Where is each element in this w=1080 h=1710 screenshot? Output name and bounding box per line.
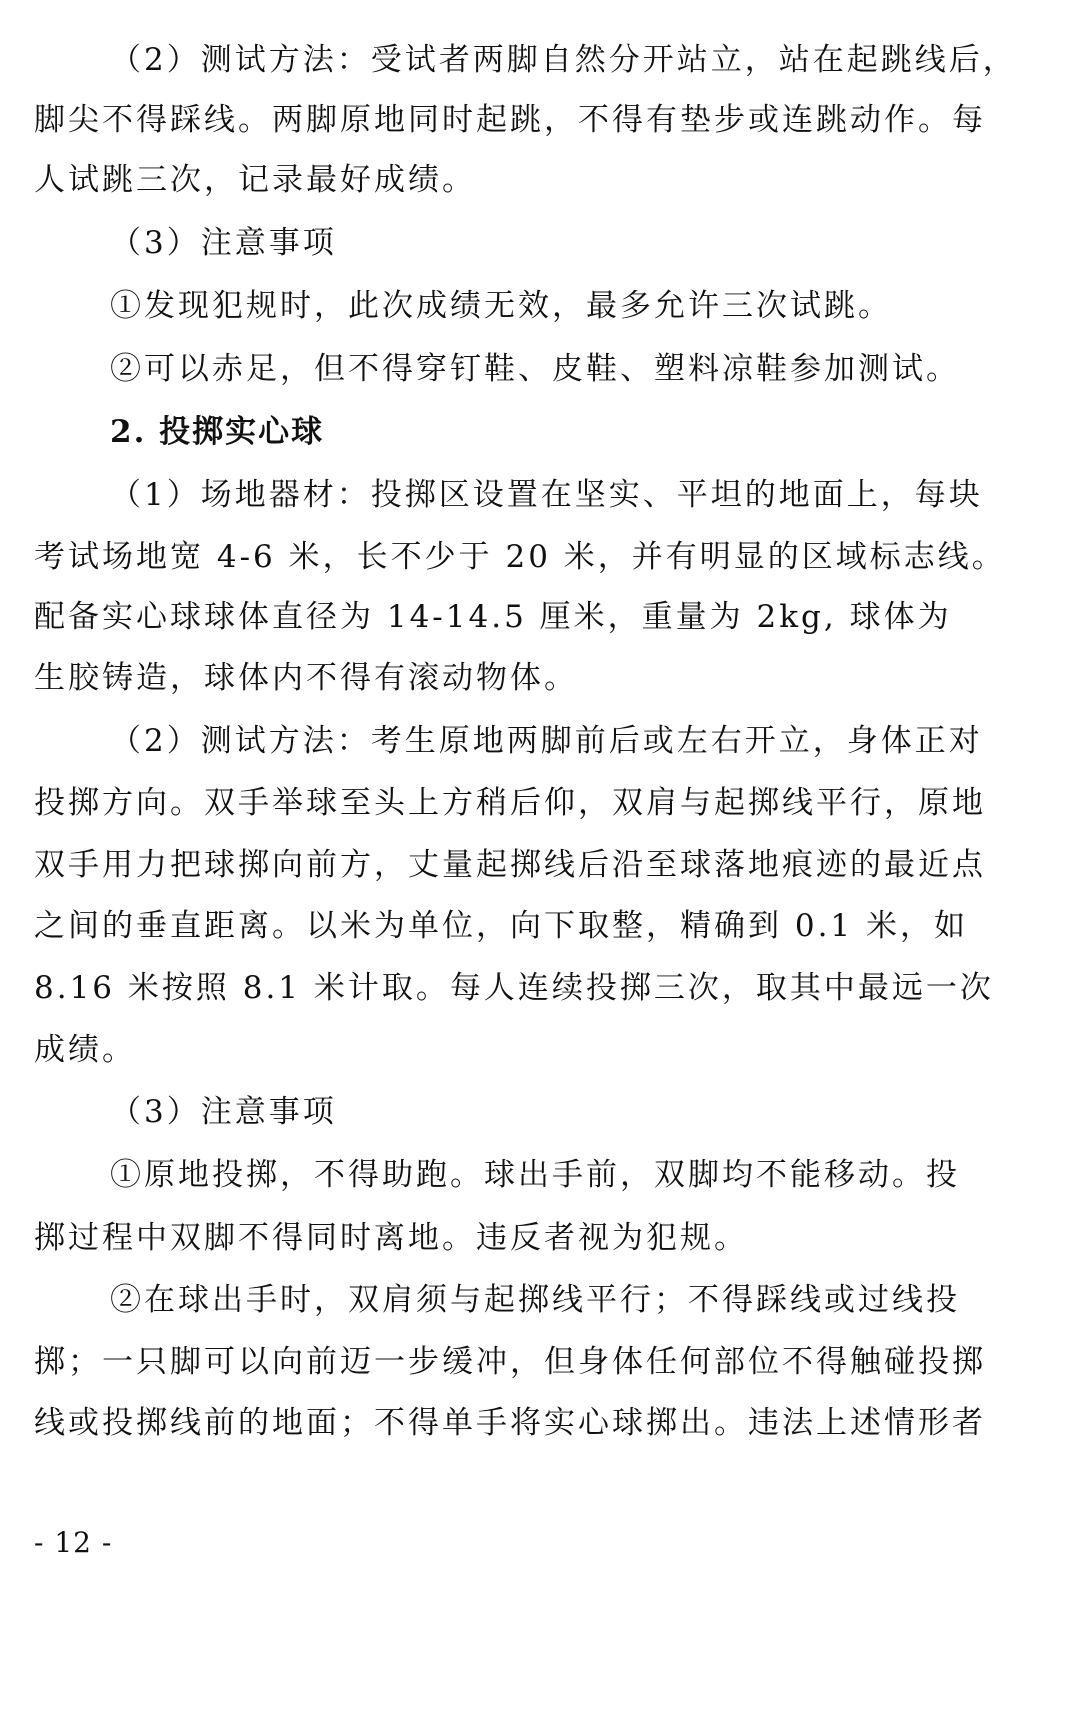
text-line: （2）测试方法：受试者两脚自然分开站立，站在起跳线后， <box>110 42 1017 78</box>
text-line: 掷过程中双脚不得同时离地。违反者视为犯规。 <box>34 1220 748 1256</box>
text-line: 之间的垂直距离。以米为单位，向下取整，精确到 0.1 米，如 <box>34 908 969 944</box>
text-line: 脚尖不得踩线。两脚原地同时起跳，不得有垫步或连跳动作。每 <box>34 102 986 138</box>
page-number: - 12 - <box>34 1526 113 1559</box>
subheading-notes: （3）注意事项 <box>110 1094 337 1130</box>
text-line: 8.16 米按照 8.1 米计取。每人连续投掷三次，取其中最远一次 <box>34 970 994 1006</box>
text-line: 人试跳三次，记录最好成绩。 <box>34 162 476 198</box>
text-line: （2）测试方法：考生原地两脚前后或左右开立，身体正对 <box>110 723 983 759</box>
text-line: ②在球出手时，双肩须与起掷线平行；不得踩线或过线投 <box>110 1282 960 1318</box>
text-line: 掷；一只脚可以向前迈一步缓冲，但身体任何部位不得触碰投掷 <box>34 1344 986 1380</box>
text-line: 成绩。 <box>34 1032 136 1068</box>
text-line: 配备实心球球体直径为 14-14.5 厘米，重量为 2kg, 球体为 <box>34 599 952 635</box>
text-line: 投掷方向。双手举球至头上方稍后仰，双肩与起掷线平行，原地 <box>34 785 986 821</box>
section-heading: 2. 投掷实心球 <box>110 414 325 450</box>
text-line: 双手用力把球掷向前方，丈量起掷线后沿至球落地痕迹的最近点 <box>34 847 986 883</box>
text-line: 线或投掷线前的地面；不得单手将实心球掷出。违法上述情形者 <box>34 1405 986 1441</box>
text-line: ①原地投掷，不得助跑。球出手前，双脚均不能移动。投 <box>110 1157 960 1193</box>
text-line: 生胶铸造，球体内不得有滚动物体。 <box>34 660 578 696</box>
text-line: 考试场地宽 4-6 米，长不少于 20 米，并有明显的区域标志线。 <box>34 539 1006 575</box>
text-line: ①发现犯规时，此次成绩无效，最多允许三次试跳。 <box>110 288 892 324</box>
text-line: （1）场地器材：投掷区设置在坚实、平坦的地面上，每块 <box>110 477 983 513</box>
subheading-notes: （3）注意事项 <box>110 225 337 261</box>
text-line: ②可以赤足，但不得穿钉鞋、皮鞋、塑料凉鞋参加测试。 <box>110 351 960 387</box>
